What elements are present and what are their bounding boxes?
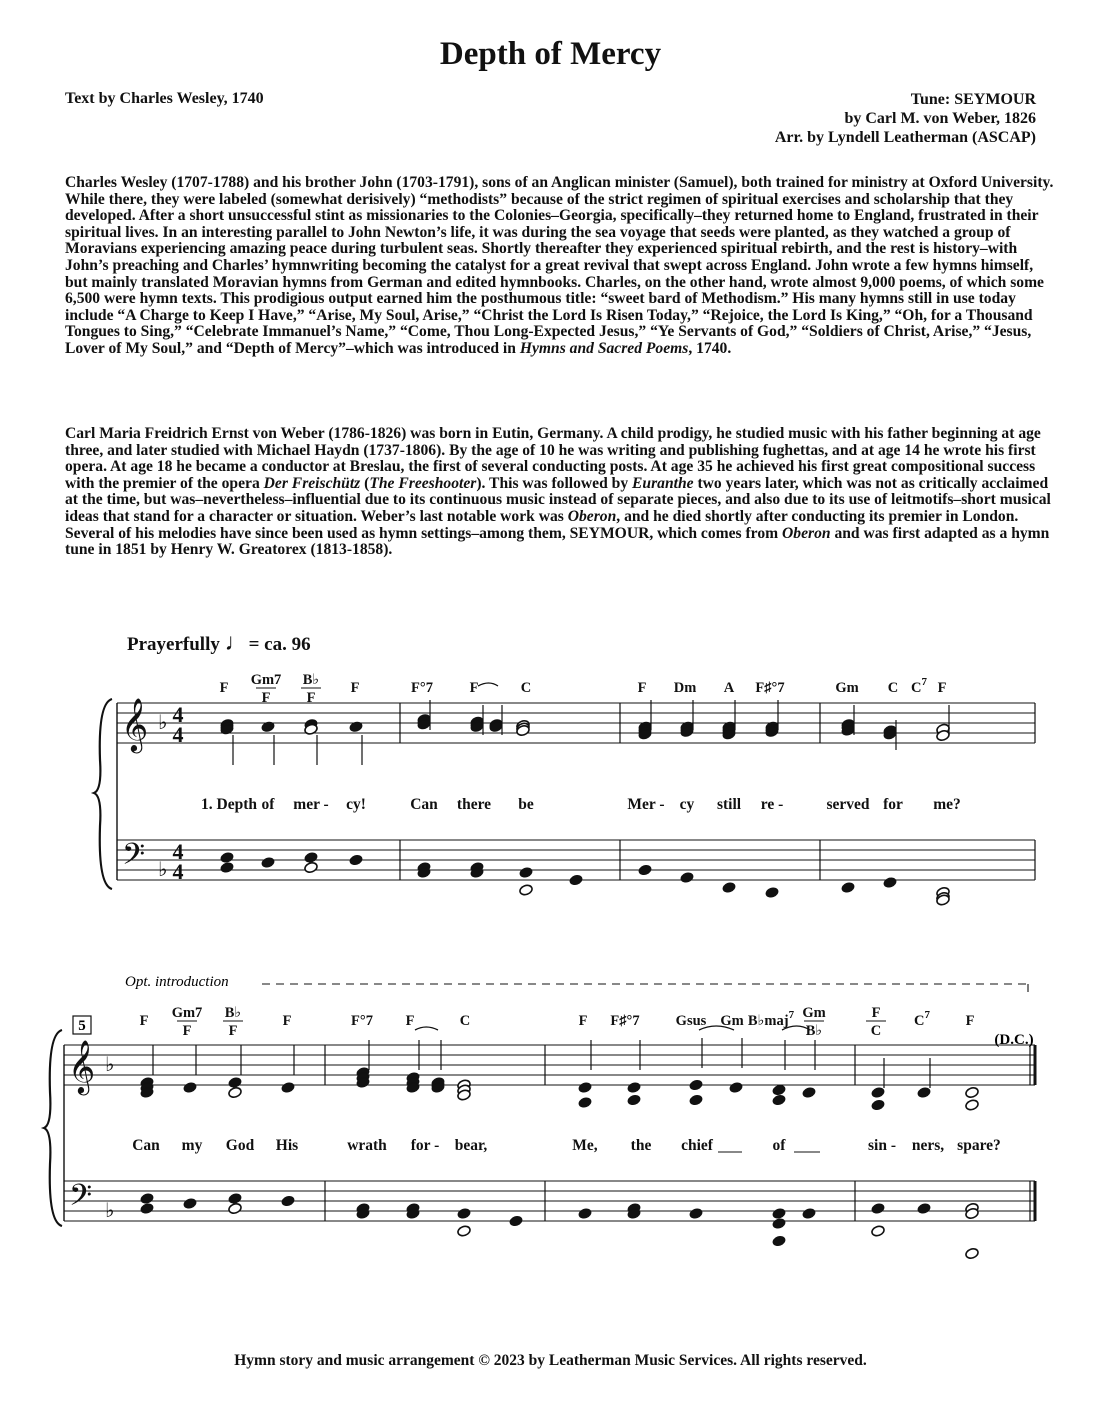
chord-symbol: C	[887, 680, 899, 696]
notehead	[772, 1207, 787, 1220]
notehead	[871, 1086, 886, 1099]
time-signature-numerator: 4	[172, 702, 184, 727]
notehead	[519, 866, 534, 879]
tie-arc	[415, 1027, 438, 1030]
notehead	[349, 720, 364, 733]
bass-clef-icon: 𝄢	[122, 838, 146, 878]
chord-symbol: B♭	[302, 672, 320, 688]
brace-system-1	[94, 699, 112, 889]
chord-symbol: A	[723, 680, 735, 696]
lyric-syllable: of	[772, 1137, 786, 1154]
notehead	[871, 1202, 886, 1215]
lyric-syllable: cy	[679, 796, 695, 813]
lyric-syllable: wrath	[347, 1137, 387, 1154]
chord-symbol: $C^7$	[914, 1009, 930, 1029]
lyric-syllable: Me,	[572, 1137, 598, 1154]
time-signature-denominator: 4	[172, 859, 184, 884]
lyric-syllable: ners,	[911, 1137, 945, 1154]
lyric-syllable: 1. Depth	[201, 796, 257, 813]
notehead	[261, 856, 276, 869]
chord-symbol: F	[469, 680, 479, 696]
story-paragraph-weber: Carl Maria Freidrich Ernst von Weber (1786-1826) was born in Eutin, Germany. A child prodigy, he studied music with his father beginning at age three, and later studied with Michael Haydn (1737-1806). By the age of 10 he was writing and publishing fughettas, and at age 14 he wrote his first opera. At age 18 he became a conductor at Breslau, the first of several conducting posts. At age 35 he achieved his first great compositional success with the premier of the opera Der Freischütz (The Freeshooter). This was followed by Euranthe two years later, which was not as critically acclaimed at the time, but was–nevertheless–influential due to its continuous music instead of separate pieces, and also due to its use of leitmotifs–short musical ideas that stand for a character or situation. Weber’s last notable work was Oberon, and he died shortly after conducting its premier in London. Several of his melodies have since been used as hymn settings–among them, SEYMOUR, which comes from Oberon and was first adapted as a hymn tune in 1851 by Henry W. Greatorex (1813-1858).	[65, 425, 1051, 559]
notehead	[140, 1192, 155, 1205]
chord-symbol: F	[282, 1013, 292, 1029]
lyric-syllable: bear,	[454, 1137, 488, 1154]
notehead	[220, 861, 235, 874]
quarter-note-icon: ♩	[224, 630, 249, 656]
chord-symbol: F	[350, 680, 360, 696]
tie-arc	[478, 683, 498, 686]
lyric-syllable: Can	[410, 796, 438, 813]
time-signature-numerator: 4	[172, 839, 184, 864]
lyric-syllable: His	[275, 1137, 299, 1154]
notehead	[917, 1202, 932, 1215]
hymn-title: Depth of Mercy	[439, 36, 662, 72]
notehead	[228, 1086, 243, 1099]
tempo-word: Prayerfully	[127, 634, 220, 655]
dc-marking: (D.C.)	[994, 1032, 1034, 1048]
notehead	[871, 1099, 886, 1112]
lyric-syllable: chief	[681, 1137, 713, 1154]
chord-bass: F	[306, 690, 316, 706]
flat-key-signature-icon: ♭	[158, 712, 168, 734]
notehead	[802, 1207, 817, 1220]
lyric-syllable: me?	[933, 796, 961, 813]
notehead	[304, 861, 319, 874]
notehead	[772, 1235, 787, 1248]
notehead	[183, 1081, 198, 1094]
notehead	[569, 874, 584, 887]
chord-bass: F	[228, 1023, 238, 1039]
notehead	[772, 1084, 787, 1097]
notehead	[965, 1099, 980, 1112]
flat-key-signature-icon: ♭	[105, 1200, 115, 1222]
chord-symbol: F	[578, 1013, 588, 1029]
notehead	[220, 851, 235, 864]
chord-symbol: F	[219, 680, 229, 696]
chord-symbol: Gm7	[250, 672, 282, 688]
notehead	[281, 1195, 296, 1208]
notehead	[871, 1225, 886, 1238]
notehead	[689, 1207, 704, 1220]
notehead	[883, 876, 898, 889]
notehead	[228, 1202, 243, 1215]
lyric-syllable: for	[883, 796, 903, 813]
notehead	[228, 1192, 243, 1205]
notehead	[689, 1094, 704, 1107]
chord-symbol: F	[139, 1013, 149, 1029]
notehead	[304, 851, 319, 864]
text-credit: Text by Charles Wesley, 1740	[65, 90, 264, 107]
lyric-syllable: the	[630, 1137, 652, 1154]
lyric-syllable: re -	[760, 796, 784, 813]
lyric-syllable: served	[826, 796, 870, 813]
notehead	[261, 720, 276, 733]
chord-bass: F	[182, 1023, 192, 1039]
lyric-syllable: mer -	[293, 796, 329, 813]
notehead	[281, 1081, 296, 1094]
chord-symbol: B♭	[224, 1005, 242, 1021]
notehead	[183, 1197, 198, 1210]
notehead	[457, 1207, 472, 1220]
chord-symbol: F♯°7	[755, 680, 785, 696]
notehead	[841, 881, 856, 894]
lyric-syllable: Can	[132, 1137, 160, 1154]
notehead	[578, 1096, 593, 1109]
chord-symbol: Gm	[802, 1005, 826, 1021]
chord-symbol: Gm7	[171, 1005, 203, 1021]
chord-symbol: F°7	[411, 680, 433, 696]
tune-arranger: Arr. by Lyndell Leatherman (ASCAP)	[774, 129, 1036, 146]
tune-name: Tune: SEYMOUR	[910, 91, 1036, 108]
notehead	[917, 1086, 932, 1099]
brace-system-2	[44, 1030, 62, 1226]
notehead	[729, 1081, 744, 1094]
notehead	[627, 1094, 642, 1107]
notehead	[578, 1207, 593, 1220]
chord-symbol: F	[965, 1013, 975, 1029]
lyric-syllable: sin -	[868, 1137, 896, 1154]
chord-symbol: F	[405, 1013, 415, 1029]
chord-symbol: Gsus	[675, 1013, 707, 1029]
lyric-syllable: be	[518, 796, 534, 813]
lyric-syllable: spare?	[957, 1137, 1001, 1154]
notehead	[627, 1081, 642, 1094]
chord-bass: C	[870, 1023, 882, 1039]
bass-clef-icon: 𝄢	[69, 1179, 93, 1219]
notehead	[519, 884, 534, 897]
lyric-syllable: Mer -	[627, 796, 665, 813]
lyric-syllable: still	[716, 796, 742, 813]
chord-symbol: F	[637, 680, 647, 696]
time-signature-denominator: 4	[172, 722, 184, 747]
chord-bass: B♭	[805, 1023, 823, 1039]
notehead	[772, 1217, 787, 1230]
notehead	[638, 864, 653, 877]
tempo-value: = ca. 96	[248, 634, 311, 655]
lyric-syllable: God	[225, 1137, 255, 1154]
chord-bass: F	[261, 690, 271, 706]
flat-key-signature-icon: ♭	[105, 1054, 115, 1076]
notehead	[965, 1247, 980, 1260]
lyric-syllable: for -	[410, 1137, 440, 1154]
treble-clef-icon: 𝄞	[121, 699, 149, 750]
notehead	[765, 886, 780, 899]
chord-symbol: F	[937, 680, 947, 696]
chord-symbol: C	[520, 680, 532, 696]
notehead	[689, 1079, 704, 1092]
chord-symbol: F°7	[351, 1013, 373, 1029]
notehead	[509, 1215, 524, 1228]
lyric-syllable: my	[181, 1137, 203, 1154]
tune-composer: by Carl M. von Weber, 1826	[844, 110, 1036, 127]
notehead	[965, 1086, 980, 1099]
lyric-syllable: there	[456, 796, 492, 813]
chord-symbol: F♯°7	[610, 1013, 640, 1029]
chord-symbol: Gm	[720, 1013, 744, 1029]
notehead	[349, 854, 364, 867]
flat-key-signature-icon: ♭	[158, 859, 168, 881]
notehead	[578, 1081, 593, 1094]
lyric-syllable: of	[261, 796, 275, 813]
copyright-footer: Hymn story and music arrangement © 2023 by Leatherman Music Services. All rights reserved.	[234, 1352, 867, 1369]
chord-symbol: Dm	[673, 680, 697, 696]
notehead	[228, 1076, 243, 1089]
notehead	[680, 871, 695, 884]
lyric-syllable: cy!	[346, 796, 366, 813]
chord-symbol: $C^7$	[911, 676, 927, 696]
chord-symbol: B♭maj$^7$	[747, 1009, 795, 1029]
opt-introduction-label: Opt. introduction	[125, 974, 229, 990]
notehead	[802, 1086, 817, 1099]
treble-clef-icon: 𝄞	[68, 1041, 96, 1092]
notehead	[457, 1225, 472, 1238]
story-paragraph-wesley: Charles Wesley (1707-1788) and his brother John (1703-1791), sons of an Anglican minister (Samuel), both trained for ministry at Oxford University. While there, they were labeled (somewhat derisively) “methodists” because of the strict regimen of spiritual exercises and scholarship that they developed. After a short unsuccessful stint as missionaries to the Colonies–Georgia, specifically–they returned home to England, frustrated in their spiritual lives. In an interesting parallel to John Newton’s life, it was during the sea voyage that seeds were planted, as they watched a group of Moravians experiencing amazing peace during turbulent seas. Shortly thereafter they experienced spiritual rebirth, and the rest is history–with John’s preaching and Charles’ hymnwriting becoming the catalyst for a great revival that swept across England. John wrote a few hymns himself, but mainly translated Moravian hymns from German and edited hymnbooks. Charles, on the other hand, wrote almost 9,000 poems, of which some 6,500 were hymn texts. This prodigious output earned him the posthumous title: “sweet bard of Methodism.” His many hymns still in use today include “A Charge to Keep I Have,” “Arise, My Soul, Arise,” “Christ the Lord Is Risen Today,” “Rejoice, the Lord Is King,” “Oh, for a Thousand Tongues to Sing,” “Celebrate Immanuel’s Name,” “Come, Thou Long-Expected Jesus,” “Ye Servants of God,” “Soldiers of Christ, Arise,” “Jesus, Lover of My Soul,” and “Depth of Mercy”–which was introduced in Hymns and Sacred Poems, 1740.	[65, 174, 1054, 357]
notehead	[140, 1202, 155, 1215]
chord-symbol: F	[871, 1005, 881, 1021]
chord-symbol: Gm	[835, 680, 859, 696]
chord-symbol: C	[459, 1013, 471, 1029]
notehead	[772, 1094, 787, 1107]
notehead	[722, 881, 737, 894]
measure-number: 5	[78, 1018, 86, 1034]
